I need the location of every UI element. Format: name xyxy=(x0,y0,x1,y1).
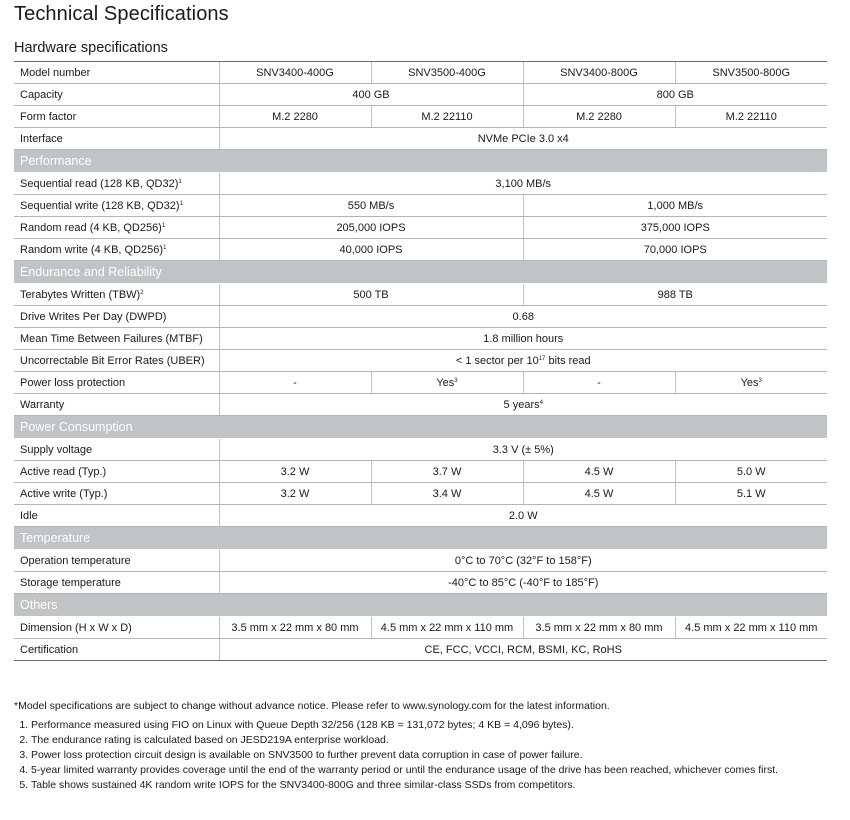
value-text: 0°C to 70°C (32°F to 158°F) xyxy=(454,554,592,567)
value-cell xyxy=(219,461,371,483)
value-text: 3,100 MB/s xyxy=(495,177,552,190)
value-text: 0.68 xyxy=(512,310,534,323)
footnote-item: 2. The endurance rating is calculated based on JESD219A enterprise workload. xyxy=(31,733,829,748)
row-label-text: Interface xyxy=(20,132,63,145)
value-cell xyxy=(675,461,827,483)
section-temperature xyxy=(14,527,827,550)
idle-row xyxy=(14,505,827,527)
value-text: - xyxy=(293,376,297,389)
value-text: 70,000 IOPS xyxy=(643,243,707,256)
value-cell xyxy=(371,106,523,128)
superscript: 3 xyxy=(454,377,458,384)
value-text: SNV3500-400G xyxy=(408,66,486,79)
value-text-suffix: bits read xyxy=(545,354,591,367)
value-text: CE, FCC, VCCI, RCM, BSMI, KC, RoHS xyxy=(424,643,622,656)
value-cell xyxy=(371,372,523,394)
value-cell xyxy=(219,483,371,505)
value-text: 4.5 W xyxy=(584,487,614,500)
row-label xyxy=(14,306,219,328)
value-cell xyxy=(523,217,827,239)
value-cell xyxy=(219,284,523,306)
value-text: 1,000 MB/s xyxy=(647,199,704,212)
warranty-row xyxy=(14,394,827,416)
footnote-ref: 2 xyxy=(140,289,144,296)
row-label xyxy=(14,173,219,195)
row-label-text: Power loss protection xyxy=(20,376,126,389)
storage-temperature-row xyxy=(14,572,827,594)
row-label xyxy=(14,106,219,128)
row-label-text: Terabytes Written (TBW) xyxy=(20,288,141,301)
section-performance xyxy=(14,150,827,173)
row-label xyxy=(14,505,219,527)
value-text: 3.4 W xyxy=(432,487,462,500)
section-header: Others xyxy=(14,594,827,617)
value-cell xyxy=(675,483,827,505)
spec-table xyxy=(14,61,827,661)
section-header: Power Consumption xyxy=(14,416,827,439)
value-cell xyxy=(219,372,371,394)
section-header: Temperature xyxy=(14,527,827,550)
row-label-text: Sequential write (128 KB, QD32) xyxy=(20,199,180,212)
random-write-row xyxy=(14,239,827,261)
value-text: -40°C to 85°C (-40°F to 185°F) xyxy=(448,576,599,589)
row-label-text: Mean Time Between Failures (MTBF) xyxy=(20,332,203,345)
row-label xyxy=(14,461,219,483)
value-cell xyxy=(219,617,371,639)
row-label-text: Form factor xyxy=(20,110,77,123)
value-text: 988 TB xyxy=(657,288,693,301)
footnote-ref: 1 xyxy=(163,244,167,251)
footnote-ref: 1 xyxy=(161,222,166,229)
value-cell xyxy=(219,195,523,217)
value-text: 800 GB xyxy=(656,88,694,101)
value-cell xyxy=(523,195,827,217)
footnote-item: 1. Performance measured using FIO on Linux with Queue Depth 32/256 (128 KB = 131,072 bytes; 4 KB = 4,096 bytes). xyxy=(31,718,829,733)
value-text: Yes xyxy=(436,376,455,389)
value-text: Yes xyxy=(740,376,759,389)
value-text: 1.8 million hours xyxy=(483,332,564,345)
value-text: - xyxy=(597,376,601,389)
value-cell xyxy=(523,84,827,106)
row-label-text: Supply voltage xyxy=(20,443,93,456)
row-label xyxy=(14,372,219,394)
form-factor-row xyxy=(14,106,827,128)
footnote-item: 4. 5-year limited warranty provides coverage until the end of the warranty period or until the endurance usage of the drive has been reached, whichever comes first. xyxy=(31,763,829,778)
value-cell xyxy=(219,128,827,150)
page-title: Technical Specifications xyxy=(14,3,229,25)
row-label xyxy=(14,439,219,461)
value-text: 375,000 IOPS xyxy=(640,221,710,234)
row-label-text: Capacity xyxy=(20,88,63,101)
value-text: SNV3400-800G xyxy=(560,66,638,79)
section-endurance xyxy=(14,261,827,284)
value-cell xyxy=(523,62,675,84)
value-text: 550 MB/s xyxy=(347,199,395,212)
value-cell xyxy=(523,239,827,261)
value-cell xyxy=(219,106,371,128)
value-cell xyxy=(675,62,827,84)
footnotes xyxy=(14,699,829,793)
value-text: M.2 2280 xyxy=(272,110,318,123)
row-label-text: Storage temperature xyxy=(20,576,121,589)
value-cell xyxy=(675,617,827,639)
value-cell xyxy=(523,483,675,505)
value-text: < 1 sector per 10 xyxy=(455,354,539,367)
value-text: SNV3500-800G xyxy=(712,66,791,79)
dimension-row xyxy=(14,617,827,639)
value-cell xyxy=(219,328,827,350)
row-label-text: Sequential read (128 KB, QD32) xyxy=(20,177,179,190)
row-label xyxy=(14,350,219,372)
value-cell xyxy=(219,550,827,572)
sequential-read-row xyxy=(14,173,827,195)
operation-temperature-row xyxy=(14,550,827,572)
sequential-write-row xyxy=(14,195,827,217)
row-label-text: Active read (Typ.) xyxy=(20,465,107,478)
row-label-text: Operation temperature xyxy=(20,554,131,567)
value-cell xyxy=(219,572,827,594)
value-text: 500 TB xyxy=(353,288,389,301)
section-header: Endurance and Reliability xyxy=(14,261,827,284)
value-cell xyxy=(371,461,523,483)
value-text: 205,000 IOPS xyxy=(336,221,406,234)
value-text: 4.5 mm x 22 mm x 110 mm xyxy=(380,621,514,634)
supply-voltage-row xyxy=(14,439,827,461)
capacity-row xyxy=(14,84,827,106)
footnote-list xyxy=(14,718,829,793)
value-text: 2.0 W xyxy=(508,509,538,522)
row-label xyxy=(14,217,219,239)
value-text: M.2 2280 xyxy=(576,110,622,123)
value-cell xyxy=(675,106,827,128)
row-label xyxy=(14,328,219,350)
row-label xyxy=(14,239,219,261)
power-loss-protection-row xyxy=(14,372,827,394)
footnote-ref: 1 xyxy=(179,200,183,207)
value-cell xyxy=(219,62,371,84)
row-label xyxy=(14,195,219,217)
value-cell xyxy=(219,439,827,461)
row-label xyxy=(14,617,219,639)
value-cell xyxy=(523,106,675,128)
value-cell xyxy=(523,284,827,306)
value-cell xyxy=(219,639,827,661)
footnote-item: 3. Power loss protection circuit design is available on SNV3500 to further prevent data corruption in case of power failure. xyxy=(31,748,829,763)
row-label-text: Active write (Typ.) xyxy=(20,487,108,500)
superscript: 17 xyxy=(538,355,546,362)
row-label xyxy=(14,550,219,572)
value-cell xyxy=(219,394,827,416)
mtbf-row xyxy=(14,328,827,350)
certification-row xyxy=(14,639,827,661)
value-text: 3.5 mm x 22 mm x 80 mm xyxy=(231,621,359,634)
value-text: NVMe PCIe 3.0 x4 xyxy=(477,132,569,145)
row-label-text: Certification xyxy=(20,643,79,656)
value-text: M.2 22110 xyxy=(725,110,777,123)
value-cell xyxy=(371,617,523,639)
value-text: 400 GB xyxy=(352,88,390,101)
uber-row xyxy=(14,350,827,372)
row-label-text: Model number xyxy=(20,66,91,79)
interface-row xyxy=(14,128,827,150)
value-text: 3.3 V (± 5%) xyxy=(492,443,554,456)
value-text: M.2 22110 xyxy=(421,110,473,123)
value-cell xyxy=(675,372,827,394)
row-label xyxy=(14,284,219,306)
value-text: 5.0 W xyxy=(736,465,766,478)
active-read-row xyxy=(14,461,827,483)
row-label-text: Uncorrectable Bit Error Rates (UBER) xyxy=(20,354,205,367)
row-label xyxy=(14,84,219,106)
value-cell xyxy=(219,173,827,195)
value-text: 4.5 W xyxy=(584,465,614,478)
value-cell xyxy=(219,350,827,372)
value-text: 5.1 W xyxy=(736,487,766,500)
active-write-row xyxy=(14,483,827,505)
row-label-text: Idle xyxy=(20,509,38,522)
value-cell xyxy=(219,239,523,261)
value-text: 3.2 W xyxy=(280,487,310,500)
tbw-row xyxy=(14,284,827,306)
value-cell xyxy=(371,483,523,505)
row-label-text: Drive Writes Per Day (DWPD) xyxy=(20,310,167,323)
row-label xyxy=(14,483,219,505)
row-label xyxy=(14,62,219,84)
footnote-item: 5. Table shows sustained 4K random write IOPS for the SNV3400-800G and three similar-class SSDs from competitors. xyxy=(31,778,829,793)
row-label-text: Random read (4 KB, QD256) xyxy=(20,221,162,234)
section-header: Performance xyxy=(14,150,827,173)
random-read-row xyxy=(14,217,827,239)
dwpd-row xyxy=(14,306,827,328)
value-cell xyxy=(219,505,827,527)
value-text: 3.5 mm x 22 mm x 80 mm xyxy=(535,621,663,634)
section-power xyxy=(14,416,827,439)
value-text: 4.5 mm x 22 mm x 110 mm xyxy=(685,621,818,634)
row-label xyxy=(14,572,219,594)
superscript: 4 xyxy=(539,399,543,406)
row-label xyxy=(14,128,219,150)
value-text: 3.2 W xyxy=(280,465,310,478)
section-others xyxy=(14,594,827,617)
value-text: 40,000 IOPS xyxy=(339,243,403,256)
value-text: 5 years xyxy=(503,398,540,411)
value-cell xyxy=(219,306,827,328)
value-cell xyxy=(371,62,523,84)
value-cell xyxy=(523,372,675,394)
value-text: SNV3400-400G xyxy=(256,66,334,79)
row-label-text: Warranty xyxy=(20,398,65,411)
row-label xyxy=(14,394,219,416)
footnote-ref: 1 xyxy=(178,178,182,185)
value-cell xyxy=(219,84,523,106)
row-label-text: Random write (4 KB, QD256) xyxy=(20,243,164,256)
value-text: 3.7 W xyxy=(432,465,462,478)
value-cell xyxy=(523,461,675,483)
value-cell xyxy=(523,617,675,639)
disclaimer-text: *Model specifications are subject to change without advance notice. Please refer to www.synology.com for the latest information. xyxy=(14,700,610,712)
superscript: 3 xyxy=(758,377,762,384)
model-number-row xyxy=(14,62,827,84)
value-cell xyxy=(219,217,523,239)
section-subtitle: Hardware specifications xyxy=(14,40,168,56)
row-label-text: Dimension (H x W x D) xyxy=(20,621,132,634)
row-label xyxy=(14,639,219,661)
